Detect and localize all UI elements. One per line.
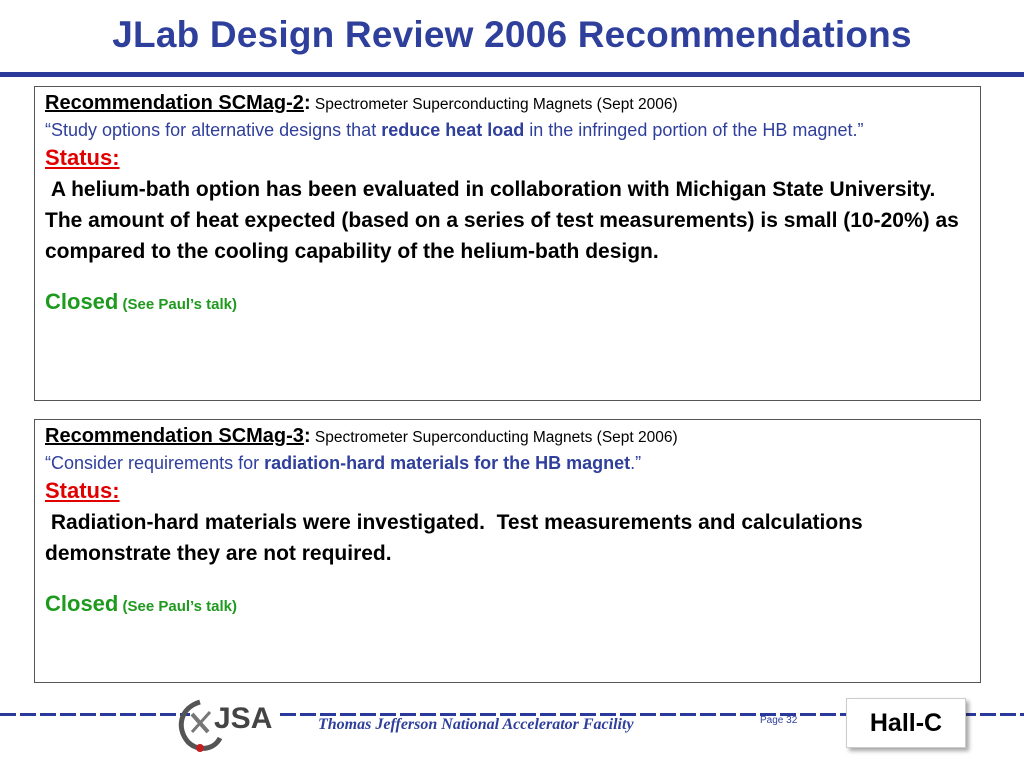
status-label: Status:: [45, 478, 120, 503]
recommendation-box-scmag-2: [34, 86, 981, 401]
recommendation-colon: :: [303, 92, 311, 114]
recommendation-subject: Spectrometer Superconducting Magnets (Sept 2006): [310, 429, 678, 446]
closed-status: [45, 289, 970, 315]
quote-text-end: .”: [630, 453, 642, 473]
recommendation-quote: [45, 117, 970, 144]
quote-text-start: “Consider requirements for: [45, 453, 265, 473]
quote-text-end: in the infringed portion of the HB magnet.”: [524, 120, 864, 140]
recommendation-subject: Spectrometer Superconducting Magnets (Sept 2006): [310, 96, 678, 113]
quote-emphasis: reduce heat load: [381, 120, 525, 140]
hall-c-badge: Hall-C: [846, 698, 966, 748]
quote-emphasis: radiation-hard materials for the HB magnet: [264, 453, 631, 473]
recommendation-header: [45, 93, 970, 115]
recommendation-header: [45, 426, 970, 448]
closed-status: [45, 591, 970, 617]
quote-text-start: “Study options for alternative designs that: [45, 120, 382, 140]
closed-label: Closed: [45, 289, 119, 314]
page-number: Page 32: [760, 715, 798, 726]
closed-note: (See Paul’s talk): [118, 296, 238, 313]
footer-divider-left: [0, 713, 190, 716]
recommendation-quote: [45, 450, 970, 477]
recommendation-label: Recommendation SCMag-3: [45, 425, 304, 447]
recommendation-box-scmag-3: [34, 419, 981, 683]
closed-label: Closed: [45, 591, 119, 616]
facility-name: Thomas Jefferson National Accelerator Facility: [312, 716, 640, 734]
status-text: Radiation-hard materials were investigated. Test measurements and calculations demonstrate they are not required.: [45, 511, 869, 565]
status-text: A helium-bath option has been evaluated in collaboration with Michigan State University. The amount of heat expected (based on a series of test measurements) is small (10-20%) as compared to the cooling capability of the helium-bath design.: [45, 178, 965, 263]
closed-note: (See Paul’s talk): [118, 598, 238, 615]
jsa-logo-icon: [170, 688, 290, 760]
status-label: Status:: [45, 145, 120, 170]
recommendation-colon: :: [303, 425, 311, 447]
slide-title: JLab Design Review 2006 Recommendations: [112, 14, 912, 55]
logo-text: JSA: [214, 702, 273, 735]
recommendation-label: Recommendation SCMag-2: [45, 92, 304, 114]
title-divider: [0, 72, 1024, 77]
